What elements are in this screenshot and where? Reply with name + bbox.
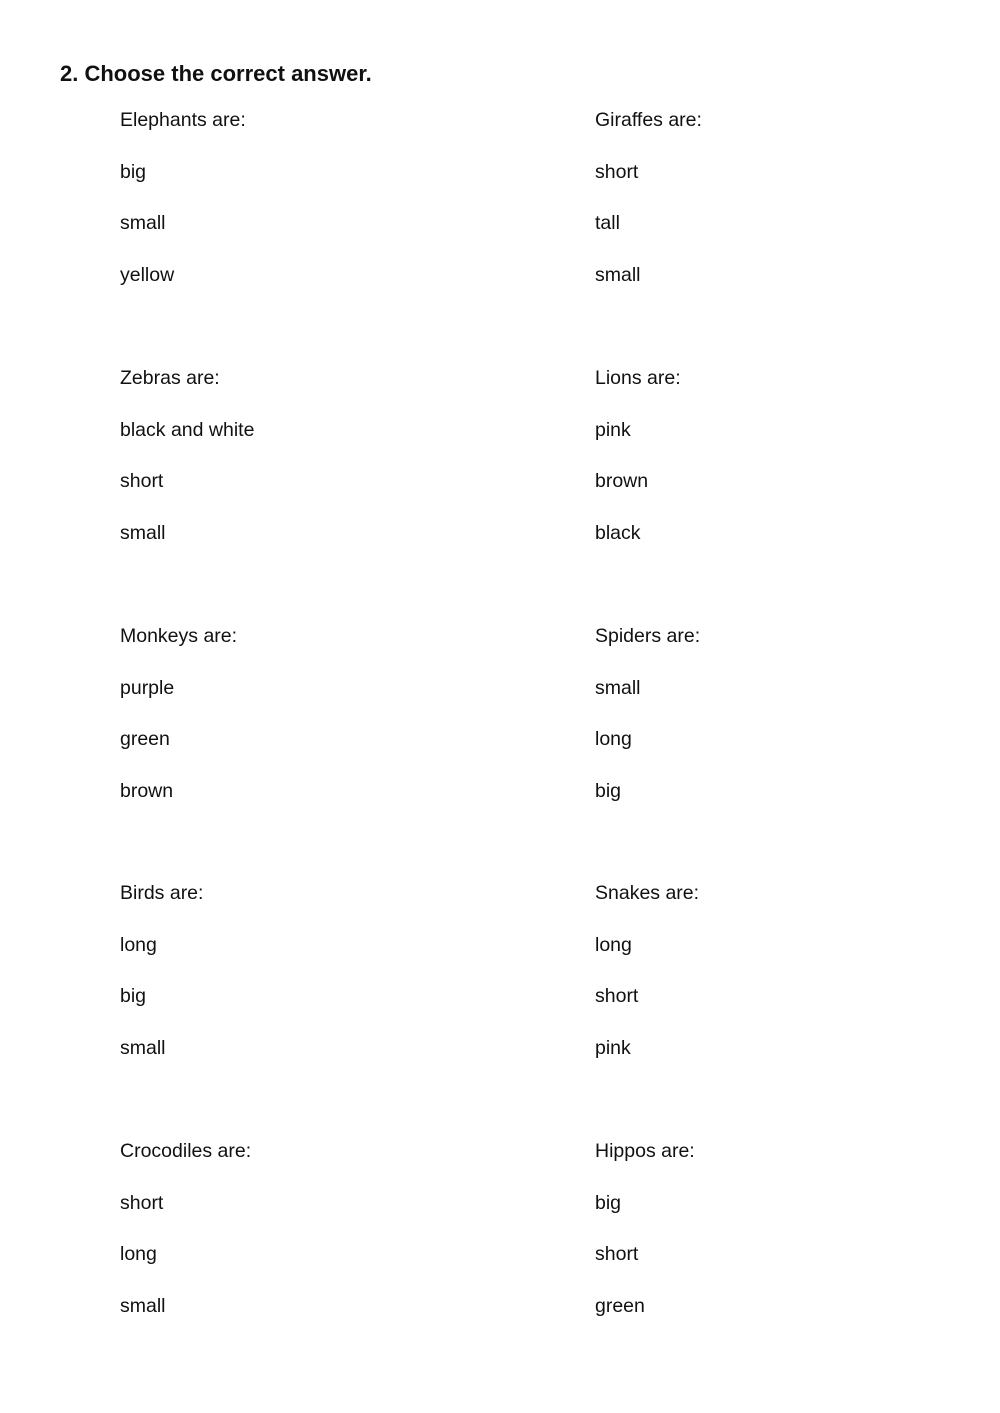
question-prompt: Birds are: xyxy=(120,882,204,904)
answer-option[interactable]: small xyxy=(120,1037,166,1059)
answer-option[interactable]: brown xyxy=(595,470,649,492)
answer-option[interactable]: big xyxy=(120,985,147,1007)
answer-option[interactable]: green xyxy=(120,728,170,750)
question-prompt: Monkeys are: xyxy=(120,625,238,647)
answer-option[interactable]: small xyxy=(120,212,166,234)
answer-option[interactable]: black xyxy=(595,522,641,544)
answer-option[interactable]: big xyxy=(120,161,147,183)
answer-option[interactable]: small xyxy=(120,522,166,544)
answer-option[interactable]: short xyxy=(120,470,164,492)
answer-option[interactable]: short xyxy=(120,1192,164,1214)
answer-option[interactable]: long xyxy=(595,934,632,956)
answer-option[interactable]: short xyxy=(595,161,639,183)
question-prompt: Zebras are: xyxy=(120,367,220,389)
question-prompt: Spiders are: xyxy=(595,625,701,647)
answer-option[interactable]: brown xyxy=(120,780,174,802)
question-prompt: Crocodiles are: xyxy=(120,1140,252,1162)
answer-option[interactable]: short xyxy=(595,985,639,1007)
answer-option[interactable]: long xyxy=(120,1243,157,1265)
exercise-title: 2. Choose the correct answer. xyxy=(60,61,372,86)
answer-option[interactable]: long xyxy=(120,934,157,956)
question-prompt: Giraffes are: xyxy=(595,109,702,131)
question-prompt: Lions are: xyxy=(595,367,681,389)
answer-option[interactable]: pink xyxy=(595,1037,631,1059)
answer-option[interactable]: purple xyxy=(120,677,175,699)
answer-option[interactable]: small xyxy=(595,677,641,699)
answer-option[interactable]: pink xyxy=(595,419,631,441)
answer-option[interactable]: short xyxy=(595,1243,639,1265)
answer-option[interactable]: long xyxy=(595,728,632,750)
answer-option[interactable]: big xyxy=(595,780,622,802)
question-prompt: Hippos are: xyxy=(595,1140,695,1162)
question-prompt: Elephants are: xyxy=(120,109,246,131)
question-prompt: Snakes are: xyxy=(595,882,700,904)
answer-option[interactable]: tall xyxy=(595,212,620,234)
answer-option[interactable]: small xyxy=(595,264,641,286)
answer-option[interactable]: yellow xyxy=(120,264,175,286)
answer-option[interactable]: black and white xyxy=(120,419,255,441)
answer-option[interactable]: green xyxy=(595,1295,645,1317)
answer-option[interactable]: big xyxy=(595,1192,622,1214)
answer-option[interactable]: small xyxy=(120,1295,166,1317)
